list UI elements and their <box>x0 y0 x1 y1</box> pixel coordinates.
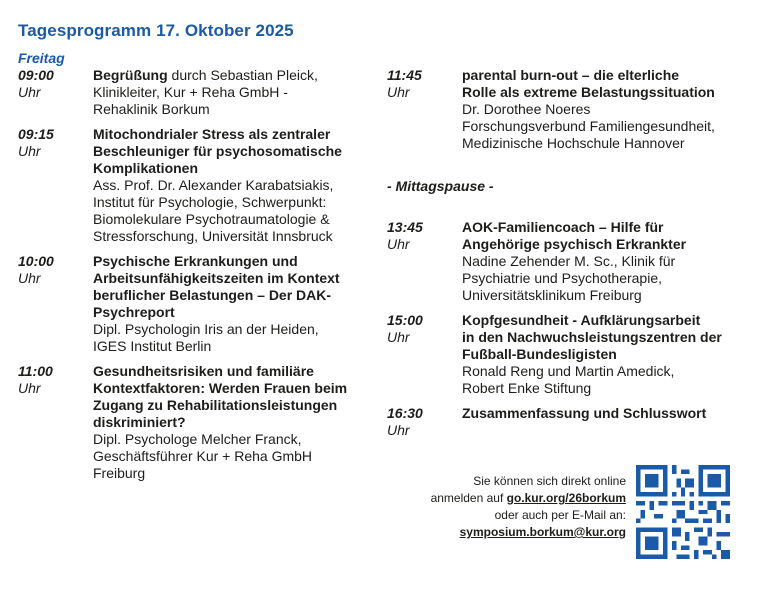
entry-time-block <box>18 67 88 101</box>
entry-heading: Zusammenfassung und Schlusswort <box>462 405 707 421</box>
registration-line-1: Sie können sich direkt online <box>473 474 626 488</box>
entry-time: 11:00 <box>18 363 53 379</box>
entry-time-unit: Uhr <box>18 270 41 286</box>
entry-time-unit: Uhr <box>18 143 41 159</box>
entry-body <box>462 67 759 152</box>
entry-lead: Begrüßung <box>93 67 168 83</box>
entry-time-block <box>18 363 88 397</box>
entry-time: 09:15 <box>18 126 54 142</box>
entry-time-block <box>387 405 457 439</box>
entry-body <box>93 363 393 482</box>
registration-note <box>380 473 626 541</box>
entry-heading: Kopfgesundheit - Aufklärungsarbeit in den Nachwuchsleistungszentren der Fußball-Bundesligisten <box>462 312 722 362</box>
entry-time: 13:45 <box>387 219 423 235</box>
entry-body <box>462 405 759 422</box>
entry-body <box>93 67 393 118</box>
entry-time: 15:00 <box>387 312 423 328</box>
entry-time: 09:00 <box>18 67 54 83</box>
day-label: Freitag <box>18 50 65 66</box>
entry-description: Dipl. Psychologin Iris an der Heiden, IGES Institut Berlin <box>93 321 319 354</box>
entry-time: 10:00 <box>18 253 54 269</box>
entry-description: Dr. Dorothee Noeres Forschungsverbund Familiengesundheit, Medizinische Hochschule Hannover <box>462 101 715 151</box>
registration-line-2 <box>380 490 626 507</box>
entry-body <box>462 219 759 304</box>
entry-time-unit: Uhr <box>18 380 41 396</box>
entry-time-unit: Uhr <box>387 84 410 100</box>
entry-time: 11:45 <box>387 67 422 83</box>
entry-description: Nadine Zehender M. Sc., Klinik für Psychiatrie und Psychotherapie, Universitätsklinikum Freiburg <box>462 253 676 303</box>
entry-description: Ass. Prof. Dr. Alexander Karabatsiakis, Institut für Psychologie, Schwerpunkt: Biomolekulare Psychotraumatologie & Stressforschung, Universität Innsbruck <box>93 177 334 244</box>
entry-heading: Mitochondrialer Stress als zentraler Beschleuniger für psychosomatische Komplikationen <box>93 126 342 176</box>
entry-time: 16:30 <box>387 405 423 421</box>
entry-description: Dipl. Psychologe Melcher Franck, Geschäftsführer Kur + Reha GmbH Freiburg <box>93 431 313 481</box>
entry-description: Ronald Reng und Martin Amedick, Robert Enke Stiftung <box>462 363 675 396</box>
entry-heading: Psychische Erkrankungen und Arbeitsunfähigkeitszeiten im Kontext beruflicher Belastungen – Der DAK- Psychreport <box>93 253 340 320</box>
qr-code-icon[interactable] <box>636 465 730 559</box>
entry-body <box>93 253 393 355</box>
entry-time-block <box>387 219 457 253</box>
entry-body <box>93 126 393 245</box>
entry-body <box>462 312 759 397</box>
registration-link[interactable]: go.kur.org/26borkum <box>506 491 626 505</box>
lunch-break-label: - Mittagspause - <box>387 178 494 194</box>
entry-time-block <box>18 253 88 287</box>
entry-time-unit: Uhr <box>387 236 410 252</box>
entry-heading: parental burn-out – die elterliche Rolle als extreme Belastungssituation <box>462 67 715 100</box>
entry-time-unit: Uhr <box>387 329 410 345</box>
entry-time-block <box>387 67 457 101</box>
page-title: Tagesprogramm 17. Oktober 2025 <box>18 21 294 40</box>
entry-heading: Gesundheitsrisiken und familiäre Kontextfaktoren: Werden Frauen beim Zugang zu Rehabilitationsleistungen diskriminiert? <box>93 363 348 430</box>
registration-prefix: anmelden auf <box>430 491 507 505</box>
registration-email-link[interactable]: symposium.borkum@kur.org <box>459 525 626 539</box>
entry-time-unit: Uhr <box>18 84 41 100</box>
entry-heading: AOK-Familiencoach – Hilfe für Angehörige psychisch Erkrankter <box>462 219 687 252</box>
entry-description: durch Sebastian Pleick, Klinikleiter, Kur + Reha GmbH - Rehaklinik Borkum <box>93 67 318 117</box>
entry-time-block <box>387 312 457 346</box>
registration-line-3: oder auch per E-Mail an: <box>494 508 626 522</box>
entry-time-block <box>18 126 88 160</box>
entry-time-unit: Uhr <box>387 422 410 438</box>
